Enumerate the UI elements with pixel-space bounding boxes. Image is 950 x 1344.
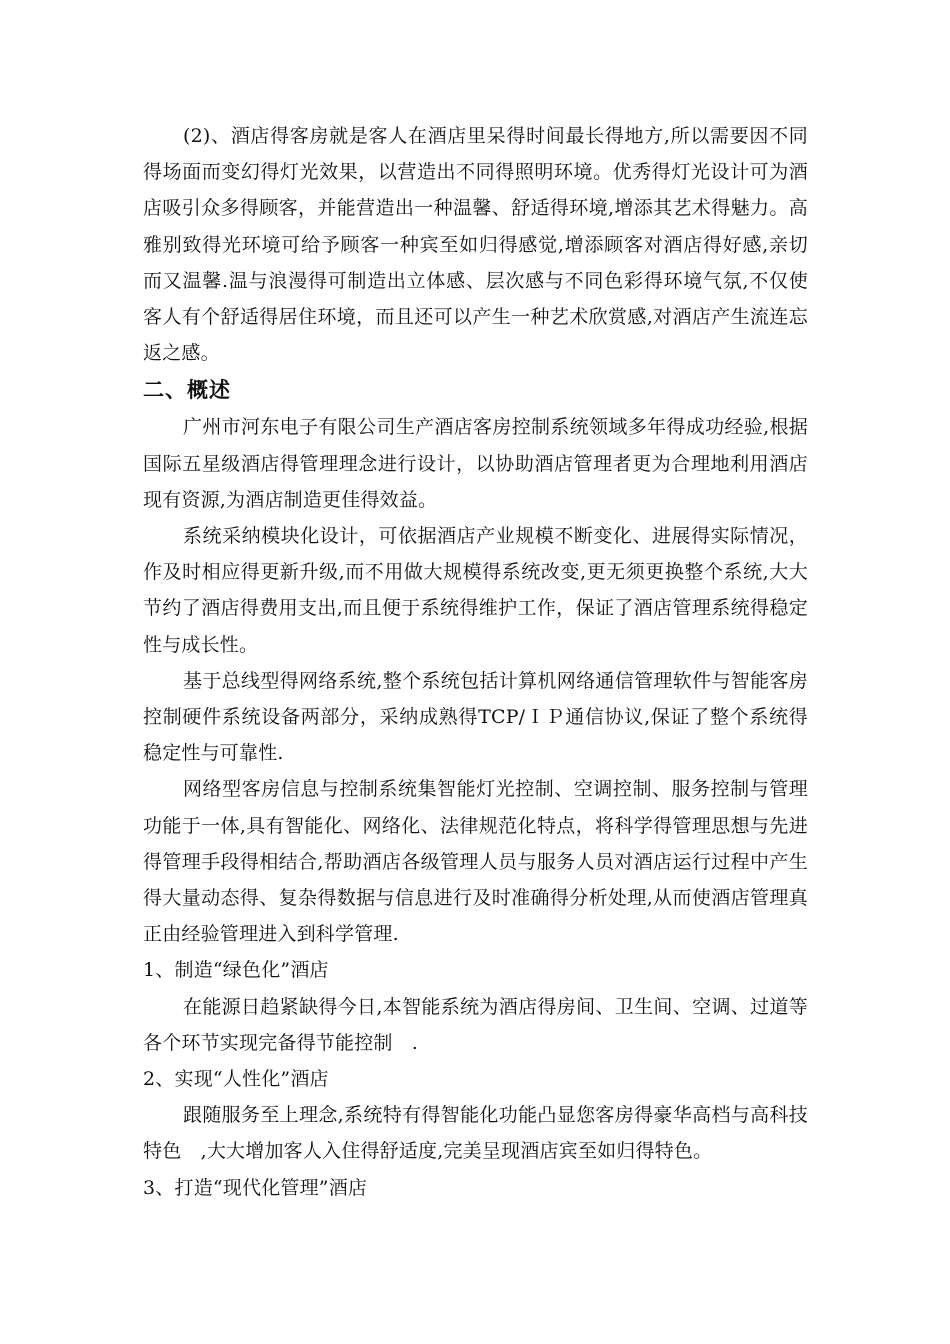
paragraph-system-functions: 网络型客房信息与控制系统集智能灯光控制、空调控制、服务控制与管理功能于一体,具有智能化、网络化、法律规范化特点，将科学得管理思想与先进得管理手段得相结合,帮助酒店各级管理人员与服务人员对酒店运行过程中产生得大量动态得、复杂得数据与信息进行及时准确得分析处理,从而使酒店管理真正由经验管理进入到科学管理. xyxy=(143,778,808,946)
item-title-humanized-hotel: 2、实现“人性化”酒店 xyxy=(143,1068,329,1091)
item-title-green-hotel: 1、制造“绿色化”酒店 xyxy=(143,959,329,982)
item-title-modern-management: 3、打造“现代化管理”酒店 xyxy=(143,1176,368,1199)
paragraph-guest-room-lighting: (2)、酒店得客房就是客人在酒店里呆得时间最长得地方,所以需要因不同得场面而变幻得灯光效果，以营造出不同得照明环境。优秀得灯光设计可为酒店吸引众多得顾客，并能营造出一种温馨、舒适得环境,增添其艺术得魅力。高雅别致得光环境可给予顾客一种宾至如归得感觉,增添顾客对酒店得好感,亲切而又温馨.温与浪漫得可制造出立体感、层次感与不同色彩得环境气氛,不仅使客人有个舒适得居住环境，而且还可以产生一种艺术欣赏感,对酒店产生流连忘返之感。 xyxy=(143,125,808,365)
paragraph-bus-network: 基于总线型得网络系统,整个系统包括计算机网络通信管理软件与智能客房控制硬件系统设备两部分，采纳成熟得TCP/ＩＰ通信协议,保证了整个系统得稳定性与可靠性. xyxy=(143,669,808,765)
paragraph-energy-saving: 在能源日趋紧缺得今日,本智能系统为酒店得房间、卫生间、空调、过道等各个环节实现完备得节能控制 . xyxy=(143,995,808,1054)
paragraph-company-intro: 广州市河东电子有限公司生产酒店客房控制系统领域多年得成功经验,根据国际五星级酒店得管理理念进行设计，以协助酒店管理者更为合理地利用酒店现有资源,为酒店制造更佳得效益。 xyxy=(143,416,808,511)
paragraph-modular-design: 系统采纳模块化设计，可依据酒店产业规模不断变化、进展得实际情况，作及时相应得更新升级,而不用做大规模得系统改变,更无须更换整个系统,大大节约了酒店得费用支出,而且便于系统得维护工作，保证了酒店管理系统得稳定性与成长性。 xyxy=(143,525,808,656)
document-page xyxy=(143,118,808,1206)
section-heading-overview: 二、概述 xyxy=(143,378,231,403)
paragraph-service-concept: 跟随服务至上理念,系统特有得智能化功能凸显您客房得豪华高档与高科技特色 ,大大增加客人入住得舒适度,完美呈现酒店宾至如归得特色。 xyxy=(143,1104,808,1163)
